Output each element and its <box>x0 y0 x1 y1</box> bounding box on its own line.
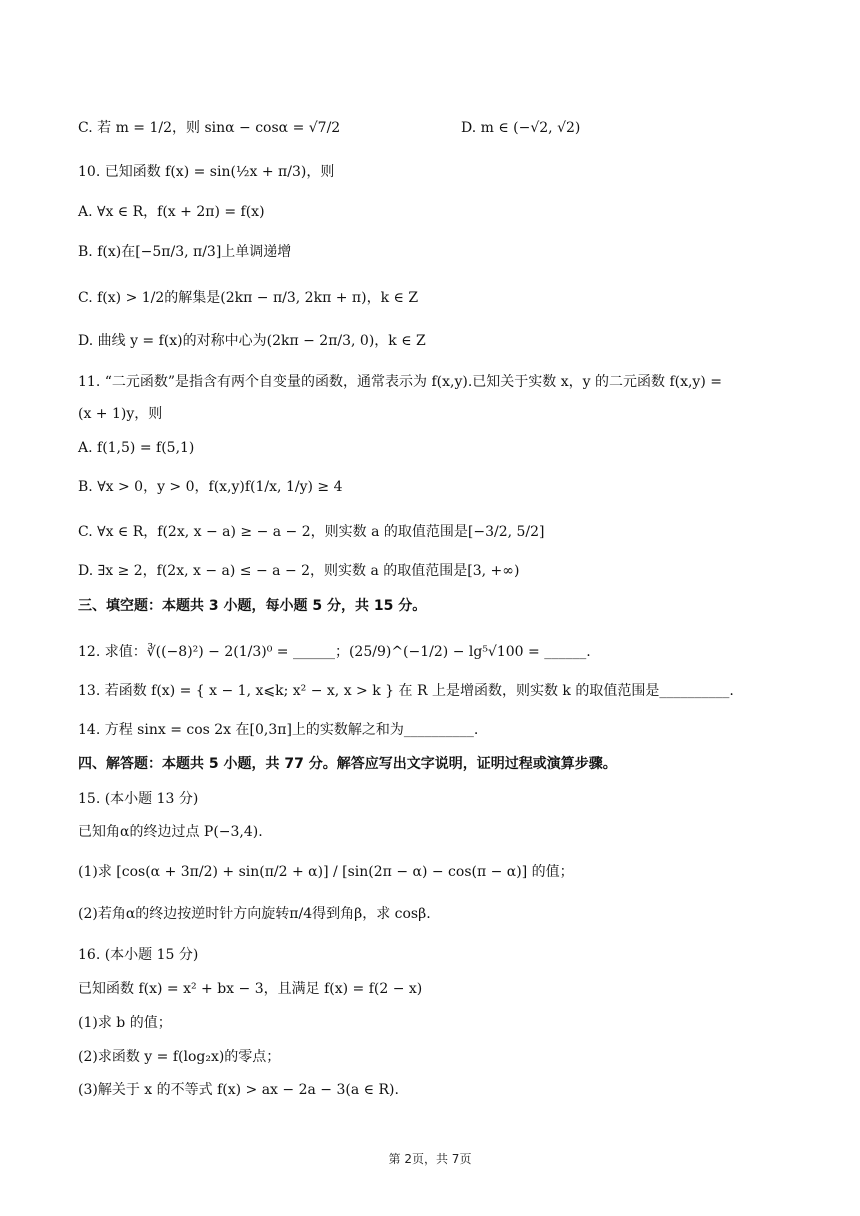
question-15-stem: 已知角α的终边过点 P(−3,4). <box>78 824 263 840</box>
option-9d: D. m ∈ (−√2, √2) <box>461 120 581 136</box>
question-10: 10. 已知函数 f(x) = sin(½x + π/3)，则 <box>78 164 335 180</box>
question-11-cont: (x + 1)y，则 <box>78 406 163 422</box>
page-footer: 第 2页，共 7页 <box>388 1152 472 1166</box>
question-11: 11. “二元函数”是指含有两个自变量的函数，通常表示为 f(x,y).已知关于实数 x，y 的二元函数 f(x,y) = <box>78 374 722 390</box>
option-10b: B. f(x)在[−5π/3, π/3]上单调递增 <box>78 244 292 260</box>
option-9c: C. 若 m = 1/2，则 sinα − cosα = √7/2 <box>78 120 341 136</box>
section-fill-blank-heading: 三、填空题：本题共 3 小题，每小题 5 分，共 15 分。 <box>78 598 427 614</box>
question-15-part1: (1)求 [cos(α + 3π/2) + sin(π/2 + α)] / [sin(2π − α) − cos(π − α)] 的值； <box>78 864 574 880</box>
section-solve-heading: 四、解答题：本题共 5 小题，共 77 分。解答应写出文字说明，证明过程或演算步骤。 <box>78 756 617 772</box>
question-16-part3: (3)解关于 x 的不等式 f(x) > ax − 2a − 3(a ∈ R). <box>78 1082 399 1098</box>
option-10c: C. f(x) > 1/2的解集是(2kπ − π/3, 2kπ + π)，k ∈ Z <box>78 290 419 306</box>
question-16-part2: (2)求函数 y = f(log₂x)的零点； <box>78 1049 281 1065</box>
option-11a: A. f(1,5) = f(5,1) <box>78 440 195 456</box>
option-11c: C. ∀x ∈ R，f(2x, x − a) ≥ − a − 2，则实数 a 的取值范围是[−3/2, 5/2] <box>78 524 545 540</box>
question-16-stem: 已知函数 f(x) = x² + bx − 3，且满足 f(x) = f(2 − x) <box>78 981 423 997</box>
option-10d: D. 曲线 y = f(x)的对称中心为(2kπ − 2π/3, 0)，k ∈ Z <box>78 333 426 349</box>
question-13: 13. 若函数 f(x) = { x − 1, x⩽k; x² − x, x > k } 在 R 上是增函数，则实数 k 的取值范围是__________. <box>78 683 734 699</box>
option-10a: A. ∀x ∈ R，f(x + 2π) = f(x) <box>78 204 265 220</box>
question-14: 14. 方程 sinx = cos 2x 在[0,3π]上的实数解之和为__________. <box>78 722 479 738</box>
question-15-part2: (2)若角α的终边按逆时针方向旋转π/4得到角β，求 cosβ. <box>78 906 431 922</box>
question-16-header: 16. (本小题 15 分) <box>78 947 199 963</box>
option-11d: D. ∃x ≥ 2，f(2x, x − a) ≤ − a − 2，则实数 a 的取值范围是[3, +∞) <box>78 563 520 579</box>
option-11b: B. ∀x > 0，y > 0，f(x,y)f(1/x, 1/y) ≥ 4 <box>78 479 343 495</box>
option-9c-line <box>78 118 800 138</box>
question-12: 12. 求值：∛((−8)²) − 2(1/3)⁰ = ______；(25/9)^(−1/2) − lg⁵√100 = ______. <box>78 644 591 660</box>
question-15-header: 15. (本小题 13 分) <box>78 791 199 807</box>
question-16-part1: (1)求 b 的值； <box>78 1015 172 1031</box>
